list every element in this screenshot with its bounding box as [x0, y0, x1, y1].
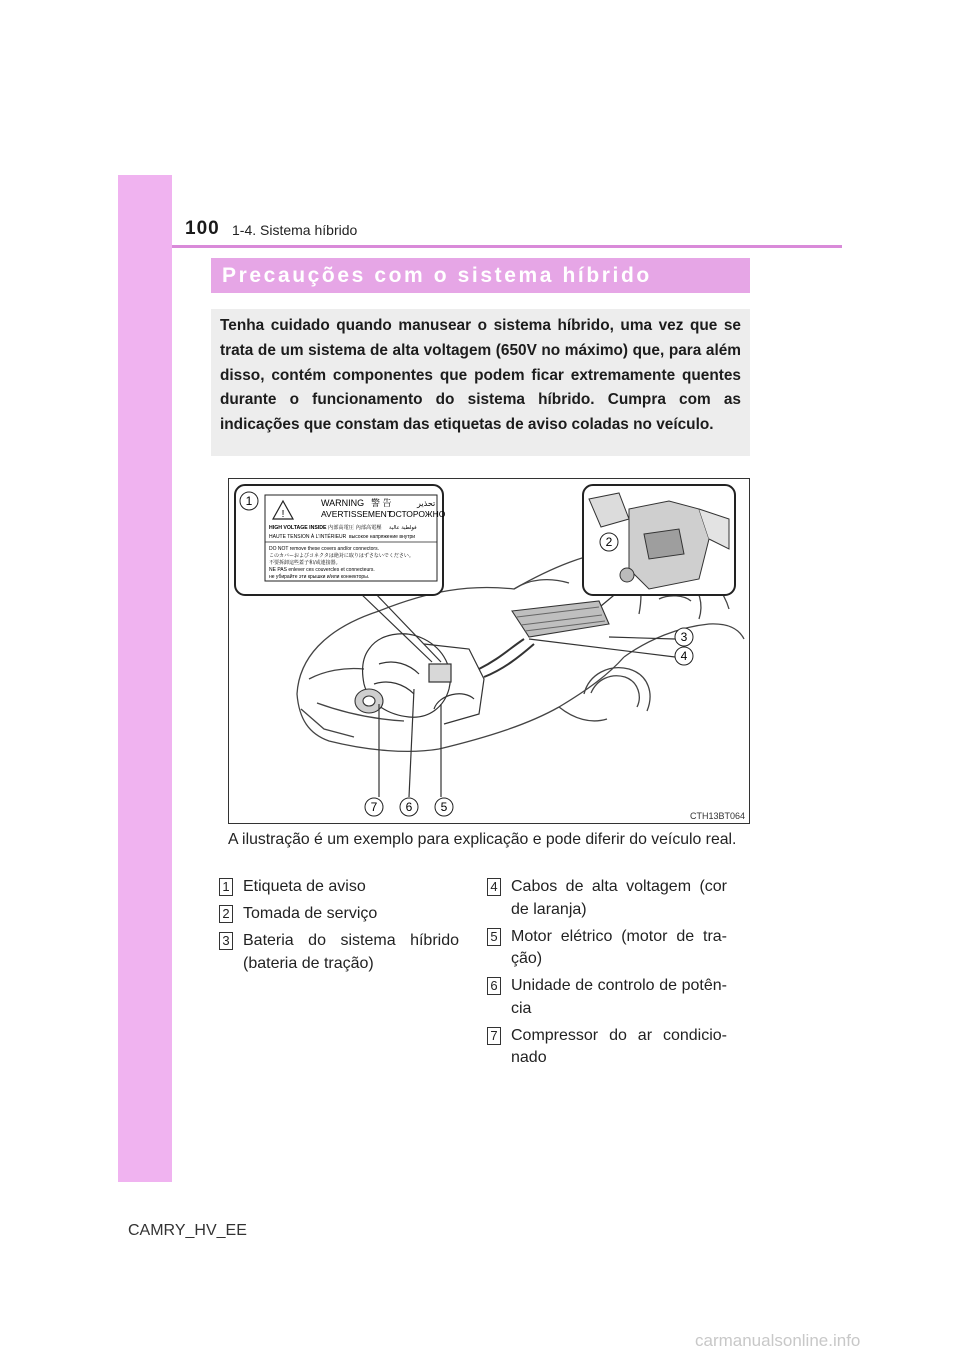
legend-item [219, 930, 459, 975]
heading-bar [211, 258, 750, 293]
label-line5: не убирайте эти крышки и/или коннекторы. [269, 574, 370, 580]
callout-7 [365, 798, 383, 816]
heading-title: Precauções com o sistema híbrido [222, 263, 652, 287]
label-row2-mid: 内部高電圧 內部高電壓 [328, 525, 382, 531]
callout-6 [400, 798, 418, 816]
label-row2-right: فولطية عالية [389, 525, 417, 531]
section-title: 1-4. Sistema híbrido [232, 222, 358, 238]
legend-item [487, 926, 727, 971]
legend-number: 4 [487, 878, 501, 896]
legend-item [219, 876, 459, 899]
legend-item [487, 1025, 727, 1070]
header-divider [172, 245, 842, 248]
footer-model-code: CAMRY_HV_EE [128, 1222, 247, 1239]
callout-4 [675, 647, 693, 665]
label-haute-tension: HAUTE TENSION À L'INTÉRIEUR [269, 534, 347, 540]
label-line1: DO NOT remove these covers and/or connectors. [269, 546, 379, 552]
legend-text: Compressor do ar condicio-nado [511, 1026, 727, 1066]
label-row4-right: высокое напряжение внутри [349, 534, 416, 540]
legend-item [487, 975, 727, 1020]
svg-text:2: 2 [605, 535, 613, 549]
legend-number: 1 [219, 878, 233, 896]
legend-right-column [487, 876, 727, 1074]
intro-box [211, 309, 750, 456]
chapter-sidebar-tab [118, 175, 172, 1182]
legend-item [487, 876, 727, 921]
engine-unit [363, 634, 484, 724]
label-kanji: 警 告 [371, 498, 392, 508]
figure-code: CTH13BT064 [689, 811, 745, 821]
svg-text:!: ! [281, 509, 285, 520]
svg-text:1: 1 [245, 494, 253, 508]
label-line3: 不要拆卸這些蓋子和/或連接器。 [269, 560, 341, 566]
hybrid-system-figure [228, 478, 750, 824]
legend-number: 3 [219, 932, 233, 950]
callout-3 [675, 628, 693, 646]
legend-text: Motor elétrico (motor de tra-ção) [511, 927, 727, 967]
label-warning: WARNING [321, 498, 365, 508]
legend-text: Etiqueta de aviso [243, 878, 366, 895]
legend-text: Bateria do sistema híbrido (bateria de tração) [243, 932, 459, 972]
legend-text: Cabos de alta voltagem (cor de laranja) [511, 878, 727, 918]
label-line2: このカバーおよびコネクタは絶対に取りはずさないでください。 [269, 553, 414, 559]
label-ostorozhno: ОСТОРОЖНО [389, 509, 446, 519]
watermark: carmanualsonline.info [695, 1331, 861, 1350]
legend-number: 2 [219, 905, 233, 923]
legend-left-column [219, 876, 459, 980]
legend-number: 6 [487, 977, 501, 995]
legend-item [219, 903, 459, 926]
figure-caption: A ilustração é um exemplo para explicação e pode diferir do veículo real. [228, 831, 737, 848]
label-avertissement: AVERTISSEMENT [321, 509, 393, 519]
label-line4: NE PAS enlever ces couvercles et connecteurs. [269, 567, 375, 573]
label-high-voltage: HIGH VOLTAGE INSIDE [269, 525, 327, 531]
svg-text:6: 6 [405, 800, 413, 814]
svg-text:5: 5 [440, 800, 448, 814]
hybrid-car-illustration [229, 479, 749, 823]
inset-warning-label [235, 485, 446, 595]
svg-text:4: 4 [680, 649, 688, 663]
hybrid-battery [512, 601, 609, 637]
svg-text:3: 3 [680, 630, 688, 644]
legend-text: Unidade de controlo de potên-cia [511, 977, 727, 1017]
legend-number: 7 [487, 1027, 501, 1045]
label-arabic: تحذير [417, 499, 436, 508]
intro-text: Tenha cuidado quando manusear o sistema híbrido, uma vez que se trata de um sistema de alta voltagem (650V no máximo) que, para além disso, contém componentes que podem ficar extremamente quentes durante o funcionamento do sistema híbrido. Cumpra com as indicações que constam das etiquetas de aviso coladas no veículo. [220, 317, 741, 434]
legend-text: Tomada de serviço [243, 905, 378, 922]
callout-2 [600, 533, 618, 551]
legend-number: 5 [487, 928, 501, 946]
svg-text:7: 7 [370, 800, 378, 814]
callout-5 [435, 798, 453, 816]
page-number: 100 [185, 218, 220, 239]
callout-1 [240, 492, 258, 510]
high-voltage-cables [479, 639, 534, 677]
